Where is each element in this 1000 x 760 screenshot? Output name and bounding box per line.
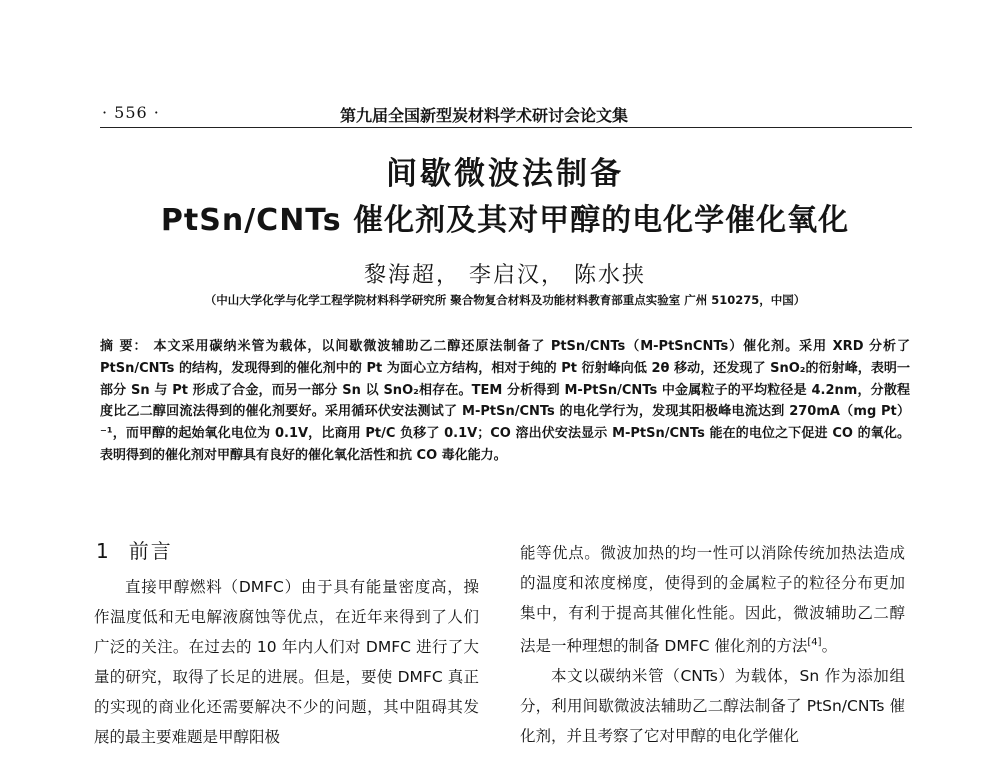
running-title: 第九届全国新型炭材料学术研讨会论文集	[340, 106, 629, 125]
paragraph-text: 能等优点。微波加热的均一性可以消除传统加热法造成的温度和浓度梯度，使得到的金属粒子的粒径分布更加集中，有利于提高其催化性能。因此，微波辅助乙二醇法是一种理想的制备 DMFC 催化剂的方法	[520, 544, 905, 656]
abstract-text: 本文采用碳纳米管为载体，以间歇微波辅助乙二醇还原法制备了 PtSn/CNTs（M-PtSnCNTs）催化剂。采用 XRD 分析了 PtSn/CNTs 的结构，发现得到的催化剂中的 Pt 为面心立方结构，相对于纯的 Pt 衍射峰向低 2θ 移动，还发现了 SnO₂的衍射峰，表明一部分 Sn 与 Pt 形成了合金，而另一部分 Sn 以 SnO₂相存在。TEM 分析得到 M-PtSn/CNTs 中金属粒子的平均粒径是 4.2nm，分散程度比乙二醇回流法得到的催化剂要好。采用循环伏安法测试了 M-PtSn/CNTs 的电化学行为，发现其阳极峰电流达到 270mA（mg Pt）⁻¹，而甲醇的起始氧化电位为 0.1V，比商用 Pt/C 负移了 0.1V；CO 溶出伏安法显示 M-PtSn/CNTs 能在的电位之下促进 CO 的氧化。表明得到的催化剂对甲醇具有良好的催化氧化活性和抗 CO 毒化能力。	[100, 339, 910, 463]
page-number: · 556 ·	[102, 103, 160, 122]
paper-title-line-2: PtSn/CNTs 催化剂及其对甲醇的电化学催化氧化	[160, 203, 850, 238]
paper-title-line-1: 间歇微波法制备	[386, 156, 624, 192]
intro-paragraph-2: 本文以碳纳米管（CNTs）为载体，Sn 作为添加组分，利用间歇微波法辅助乙二醇法制备了 PtSn/CNTs 催化剂，并且考察了它对甲醇的电化学催化	[520, 667, 905, 746]
right-column	[520, 538, 905, 751]
citation-ref[interactable]: [4]	[807, 637, 822, 648]
abstract	[100, 336, 910, 467]
section-number: 1	[96, 539, 111, 563]
section-title: 前言	[128, 539, 173, 563]
intro-paragraph: 直接甲醇燃料（DMFC）由于具有能量密度高，操作温度低和无电解液腐蚀等优点，在近年来得到了人们广泛的关注。在过去的 10 年内人们对 DMFC 进行了大量的研究，取得了长足的进展。但是，要使 DMFC 真正的实现的商业化还需要解决不少的问题，其中阻碍其发展的最主要难题是甲醇阳极	[94, 578, 479, 746]
paragraph-end: 。	[821, 637, 838, 656]
intro-paragraph-continued	[520, 538, 905, 661]
header-rule	[100, 127, 912, 128]
affiliation: （中山大学化学与化学工程学院材料科学研究所 聚合物复合材料及功能材料教育部重点实验室 广州 510275，中国）	[204, 293, 806, 307]
authors: 黎海超， 李启汉， 陈水挟	[364, 263, 646, 288]
section-heading	[96, 536, 479, 566]
left-column	[94, 536, 479, 752]
abstract-label: 摘 要：	[100, 339, 148, 354]
